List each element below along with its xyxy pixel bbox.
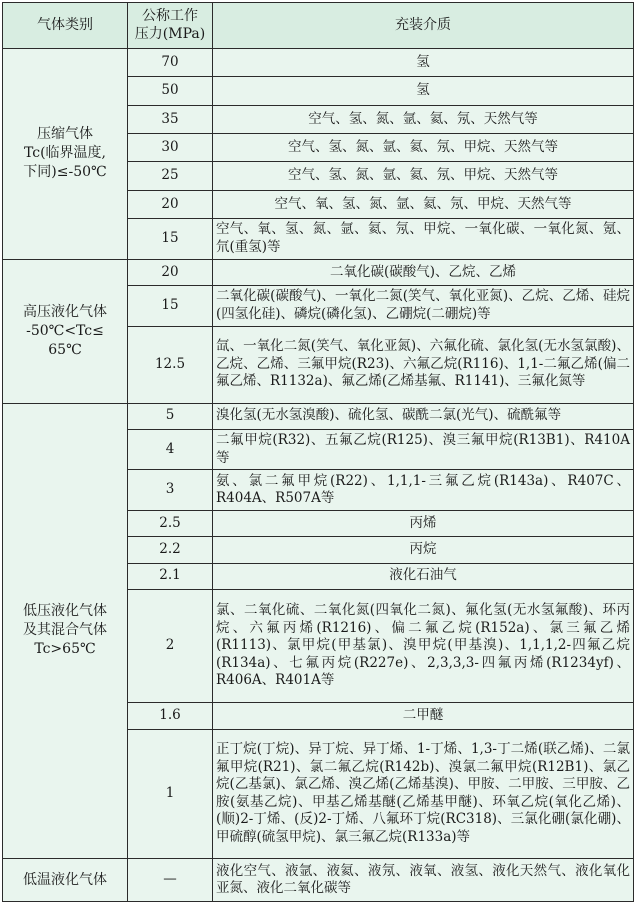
pressure-cell: — <box>128 859 213 902</box>
media-cell: 空气、氢、氮、氩、氦、氖、天然气等 <box>213 105 634 133</box>
pressure-cell: 4 <box>128 429 213 470</box>
media-cell: 空气、氧、氢、氮、氩、氦、氖、甲烷、一氧化碳、一氧化氮、氪、氘(重氢)等 <box>213 219 634 260</box>
table-row <box>3 259 634 285</box>
category-line: Tc>65℃ <box>34 641 96 658</box>
pressure-cell: 1.6 <box>128 703 213 729</box>
table-row <box>3 49 634 77</box>
header-pressure <box>128 3 213 49</box>
media-cell: 溴化氢(无水氢溴酸)、硫化氢、碳酰二氯(光气)、硫酰氟等 <box>213 403 634 429</box>
table-row <box>3 403 634 429</box>
media-cell: 二氧化碳(碳酸气)、乙烷、乙烯 <box>213 259 634 285</box>
media-cell: 氙、一氧化二氮(笑气、氧化亚氮)、六氟化硫、氯化氢(无水氢氯酸)、乙烷、乙烯、三氟甲烷(R23)、六氟乙烷(R116)、1,1-二氟乙烯(偏二氟乙烯、R1132a)、氟乙烯(乙烯基氟、R1141)、三氟化氮等 <box>213 326 634 403</box>
pressure-cell: 2 <box>128 589 213 702</box>
pressure-cell: 12.5 <box>128 326 213 403</box>
gas-filling-table <box>2 2 634 902</box>
category-line: 下同)≤-50℃ <box>23 164 107 181</box>
pressure-cell: 25 <box>128 162 213 190</box>
pressure-cell: 15 <box>128 286 213 327</box>
media-cell: 液化石油气 <box>213 563 634 589</box>
pressure-cell: 20 <box>128 190 213 218</box>
pressure-cell: 1 <box>128 729 213 859</box>
media-cell: 二氧化碳(碳酸气)、一氧化二氮(笑气、氧化亚氮)、乙烷、乙烯、硅烷(四氢化硅)、磷烷(磷化氢)、乙硼烷(二硼烷)等 <box>213 286 634 327</box>
header-row <box>3 3 634 49</box>
category-line: 及其混合气体 <box>23 622 107 639</box>
pressure-cell: 2.5 <box>128 510 213 536</box>
category-line: -50℃<Tc≤ <box>26 322 104 339</box>
media-cell: 二氟甲烷(R32)、五氟乙烷(R125)、溴三氟甲烷(R13B1)、R410A等 <box>213 429 634 470</box>
pressure-cell: 3 <box>128 470 213 511</box>
media-cell: 氯、二氧化硫、二氧化氮(四氧化二氮)、氟化氢(无水氢氟酸)、环丙烷、六氟丙烯(R1216)、偏二氟乙烷(R152a)、氯三氟乙烯(R1113)、氯甲烷(甲基氯)、溴甲烷(甲基溴)、1,1,1,2-四氟乙烷(R134a)、七氟丙烷(R227e)、2,3,3,3-四氟丙烯(R1234yf)、R406A、R401A等 <box>213 589 634 702</box>
category-line: 低压液化气体 <box>23 603 107 620</box>
media-cell: 二甲醚 <box>213 703 634 729</box>
media-cell: 空气、氢、氮、氩、氦、氖、甲烷、天然气等 <box>213 162 634 190</box>
header-pressure-line1: 公称工作 <box>142 8 198 24</box>
media-cell: 空气、氢、氮、氩、氦、氖、甲烷、天然气等 <box>213 134 634 162</box>
media-cell: 正丁烷(丁烷)、异丁烷、异丁烯、1-丁烯、1,3-丁二烯(联乙烯)、二氯氟甲烷(R21)、氯二氟乙烷(R142b)、溴氯二氟甲烷(R12B1)、氯乙烷(乙基氯)、氯乙烯、溴乙烯(乙烯基溴)、甲胺、二甲胺、三甲胺、乙胺(氨基乙烷)、甲基乙烯基醚(乙烯基甲醚)、环氧乙烷(氧化乙烯)、(顺)2-丁烯、(反)2-丁烯、八氟环丁烷(RC318)、三氯化硼(氯化硼)、甲硫醇(硫氢甲烷)、氯三氟乙烷(R133a)等 <box>213 729 634 859</box>
pressure-cell: 35 <box>128 105 213 133</box>
category-line: Tc(临界温度, <box>23 145 106 162</box>
pressure-cell: 20 <box>128 259 213 285</box>
pressure-cell: 2.1 <box>128 563 213 589</box>
header-media: 充装介质 <box>213 3 634 49</box>
pressure-cell: 2.2 <box>128 537 213 563</box>
category-line: 65℃ <box>48 341 82 358</box>
media-cell: 氨、氯二氟甲烷(R22)、1,1,1-三氟乙烷(R143a)、R407C、R404A、R507A等 <box>213 470 634 511</box>
pressure-cell: 5 <box>128 403 213 429</box>
category-low-pressure-liquefied <box>3 403 128 859</box>
header-pressure-line2: 压力(MPa) <box>134 25 206 42</box>
category-high-pressure-liquefied <box>3 259 128 403</box>
category-line: 压缩气体 <box>37 126 93 143</box>
table-row <box>3 859 634 902</box>
media-cell: 氢 <box>213 49 634 77</box>
media-cell: 空气、氧、氢、氮、氩、氦、氖、甲烷、天然气等 <box>213 190 634 218</box>
media-cell: 丙烯 <box>213 510 634 536</box>
pressure-cell: 30 <box>128 134 213 162</box>
category-line: 低温液化气体 <box>23 871 107 888</box>
media-cell: 氢 <box>213 77 634 105</box>
category-cryogenic-liquefied <box>3 859 128 902</box>
media-cell: 丙烷 <box>213 537 634 563</box>
pressure-cell: 70 <box>128 49 213 77</box>
pressure-cell: 50 <box>128 77 213 105</box>
media-cell: 液化空气、液氩、液氦、液氖、液氧、液氢、液化天然气、液化氧化亚氮、液化二氧化碳等 <box>213 859 634 902</box>
category-compressed-gas <box>3 49 128 260</box>
pressure-cell: 15 <box>128 219 213 260</box>
header-category: 气体类别 <box>3 3 128 49</box>
category-line: 高压液化气体 <box>23 303 107 320</box>
